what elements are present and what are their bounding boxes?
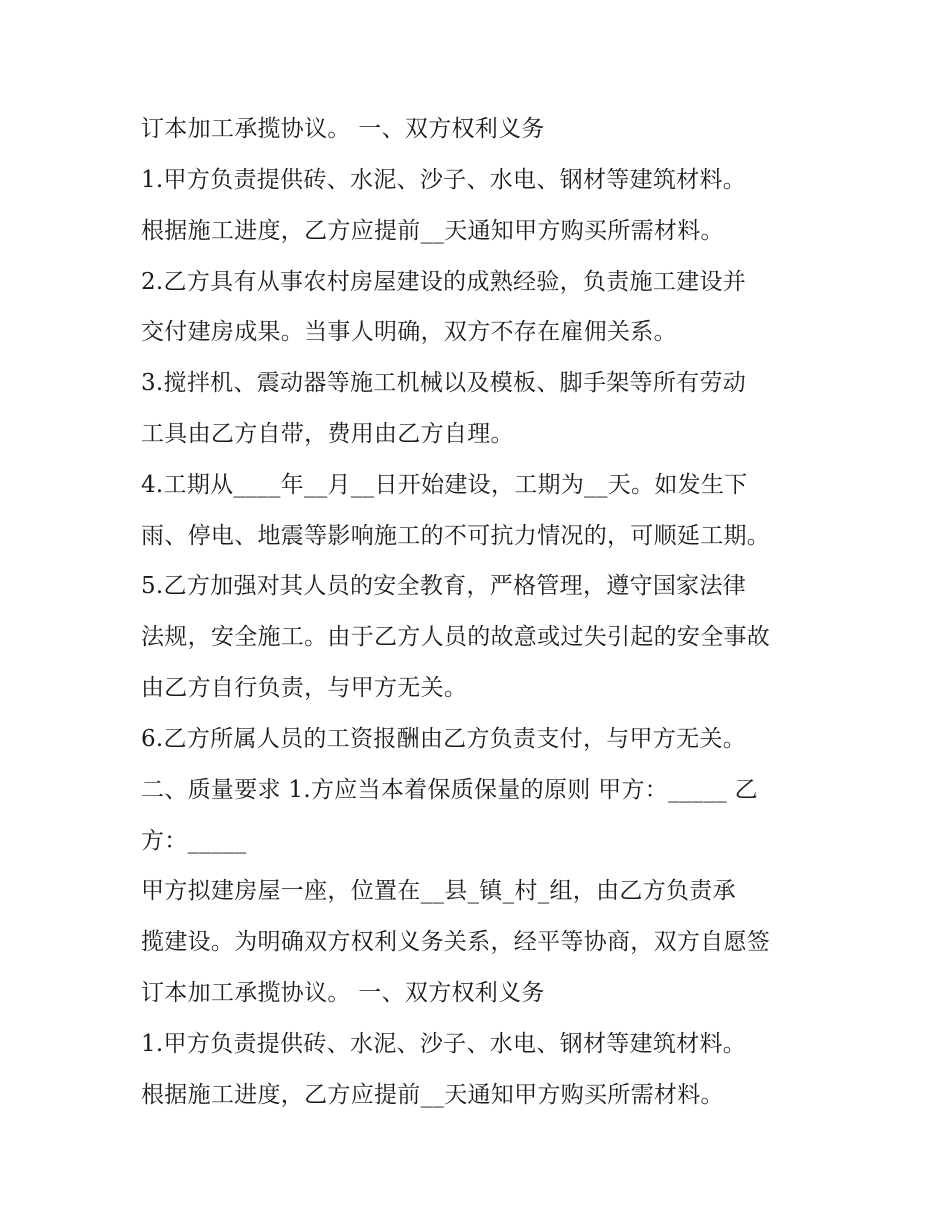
text-line: 雨、停电、地震等影响施工的不可抗力情况的，可顺延工期。 — [141, 523, 771, 549]
text-line: 根据施工进度，乙方应提前__天通知甲方购买所需材料。 — [141, 1082, 724, 1108]
text-line: 2.乙方具有从事农村房屋建设的成熟经验，负责施工建设并 — [141, 269, 747, 295]
text-line: 1.甲方负责提供砖、水泥、沙子、水电、钢材等建筑材料。 — [141, 167, 747, 193]
text-line: 根据施工进度，乙方应提前__天通知甲方购买所需材料。 — [141, 218, 724, 244]
text-line: 法规，安全施工。由于乙方人员的故意或过失引起的安全事故 — [141, 624, 771, 650]
text-line: 5.乙方加强对其人员的安全教育，严格管理，遵守国家法律 — [141, 573, 747, 599]
text-line: 工具由乙方自带，费用由乙方自理。 — [141, 421, 514, 447]
text-line: 由乙方自行负责，与甲方无关。 — [141, 675, 468, 701]
text-line: 6.乙方所属人员的工资报酬由乙方负责支付，与甲方无关。 — [141, 726, 747, 752]
text-line: 4.工期从____年__月__日开始建设，工期为__天。如发生下 — [141, 472, 748, 498]
text-line: 甲方拟建房屋一座，位置在__县_镇_村_组，由乙方负责承 — [141, 878, 736, 904]
text-line: 1.甲方负责提供砖、水泥、沙子、水电、钢材等建筑材料。 — [141, 1031, 747, 1057]
text-line: 二、质量要求 1.方应当本着保质保量的原则 甲方：_____ 乙 — [141, 777, 758, 803]
text-line: 3.搅拌机、震动器等施工机械以及模板、脚手架等所有劳动 — [141, 370, 747, 396]
text-line: 方：_____ — [141, 828, 247, 854]
text-line: 交付建房成果。当事人明确，双方不存在雇佣关系。 — [141, 319, 677, 345]
text-line: 订本加工承揽协议。 一、双方权利义务 — [141, 980, 545, 1006]
text-line: 订本加工承揽协议。 一、双方权利义务 — [141, 116, 545, 142]
text-line: 揽建设。为明确双方权利义务关系，经平等协商，双方自愿签 — [141, 929, 771, 955]
